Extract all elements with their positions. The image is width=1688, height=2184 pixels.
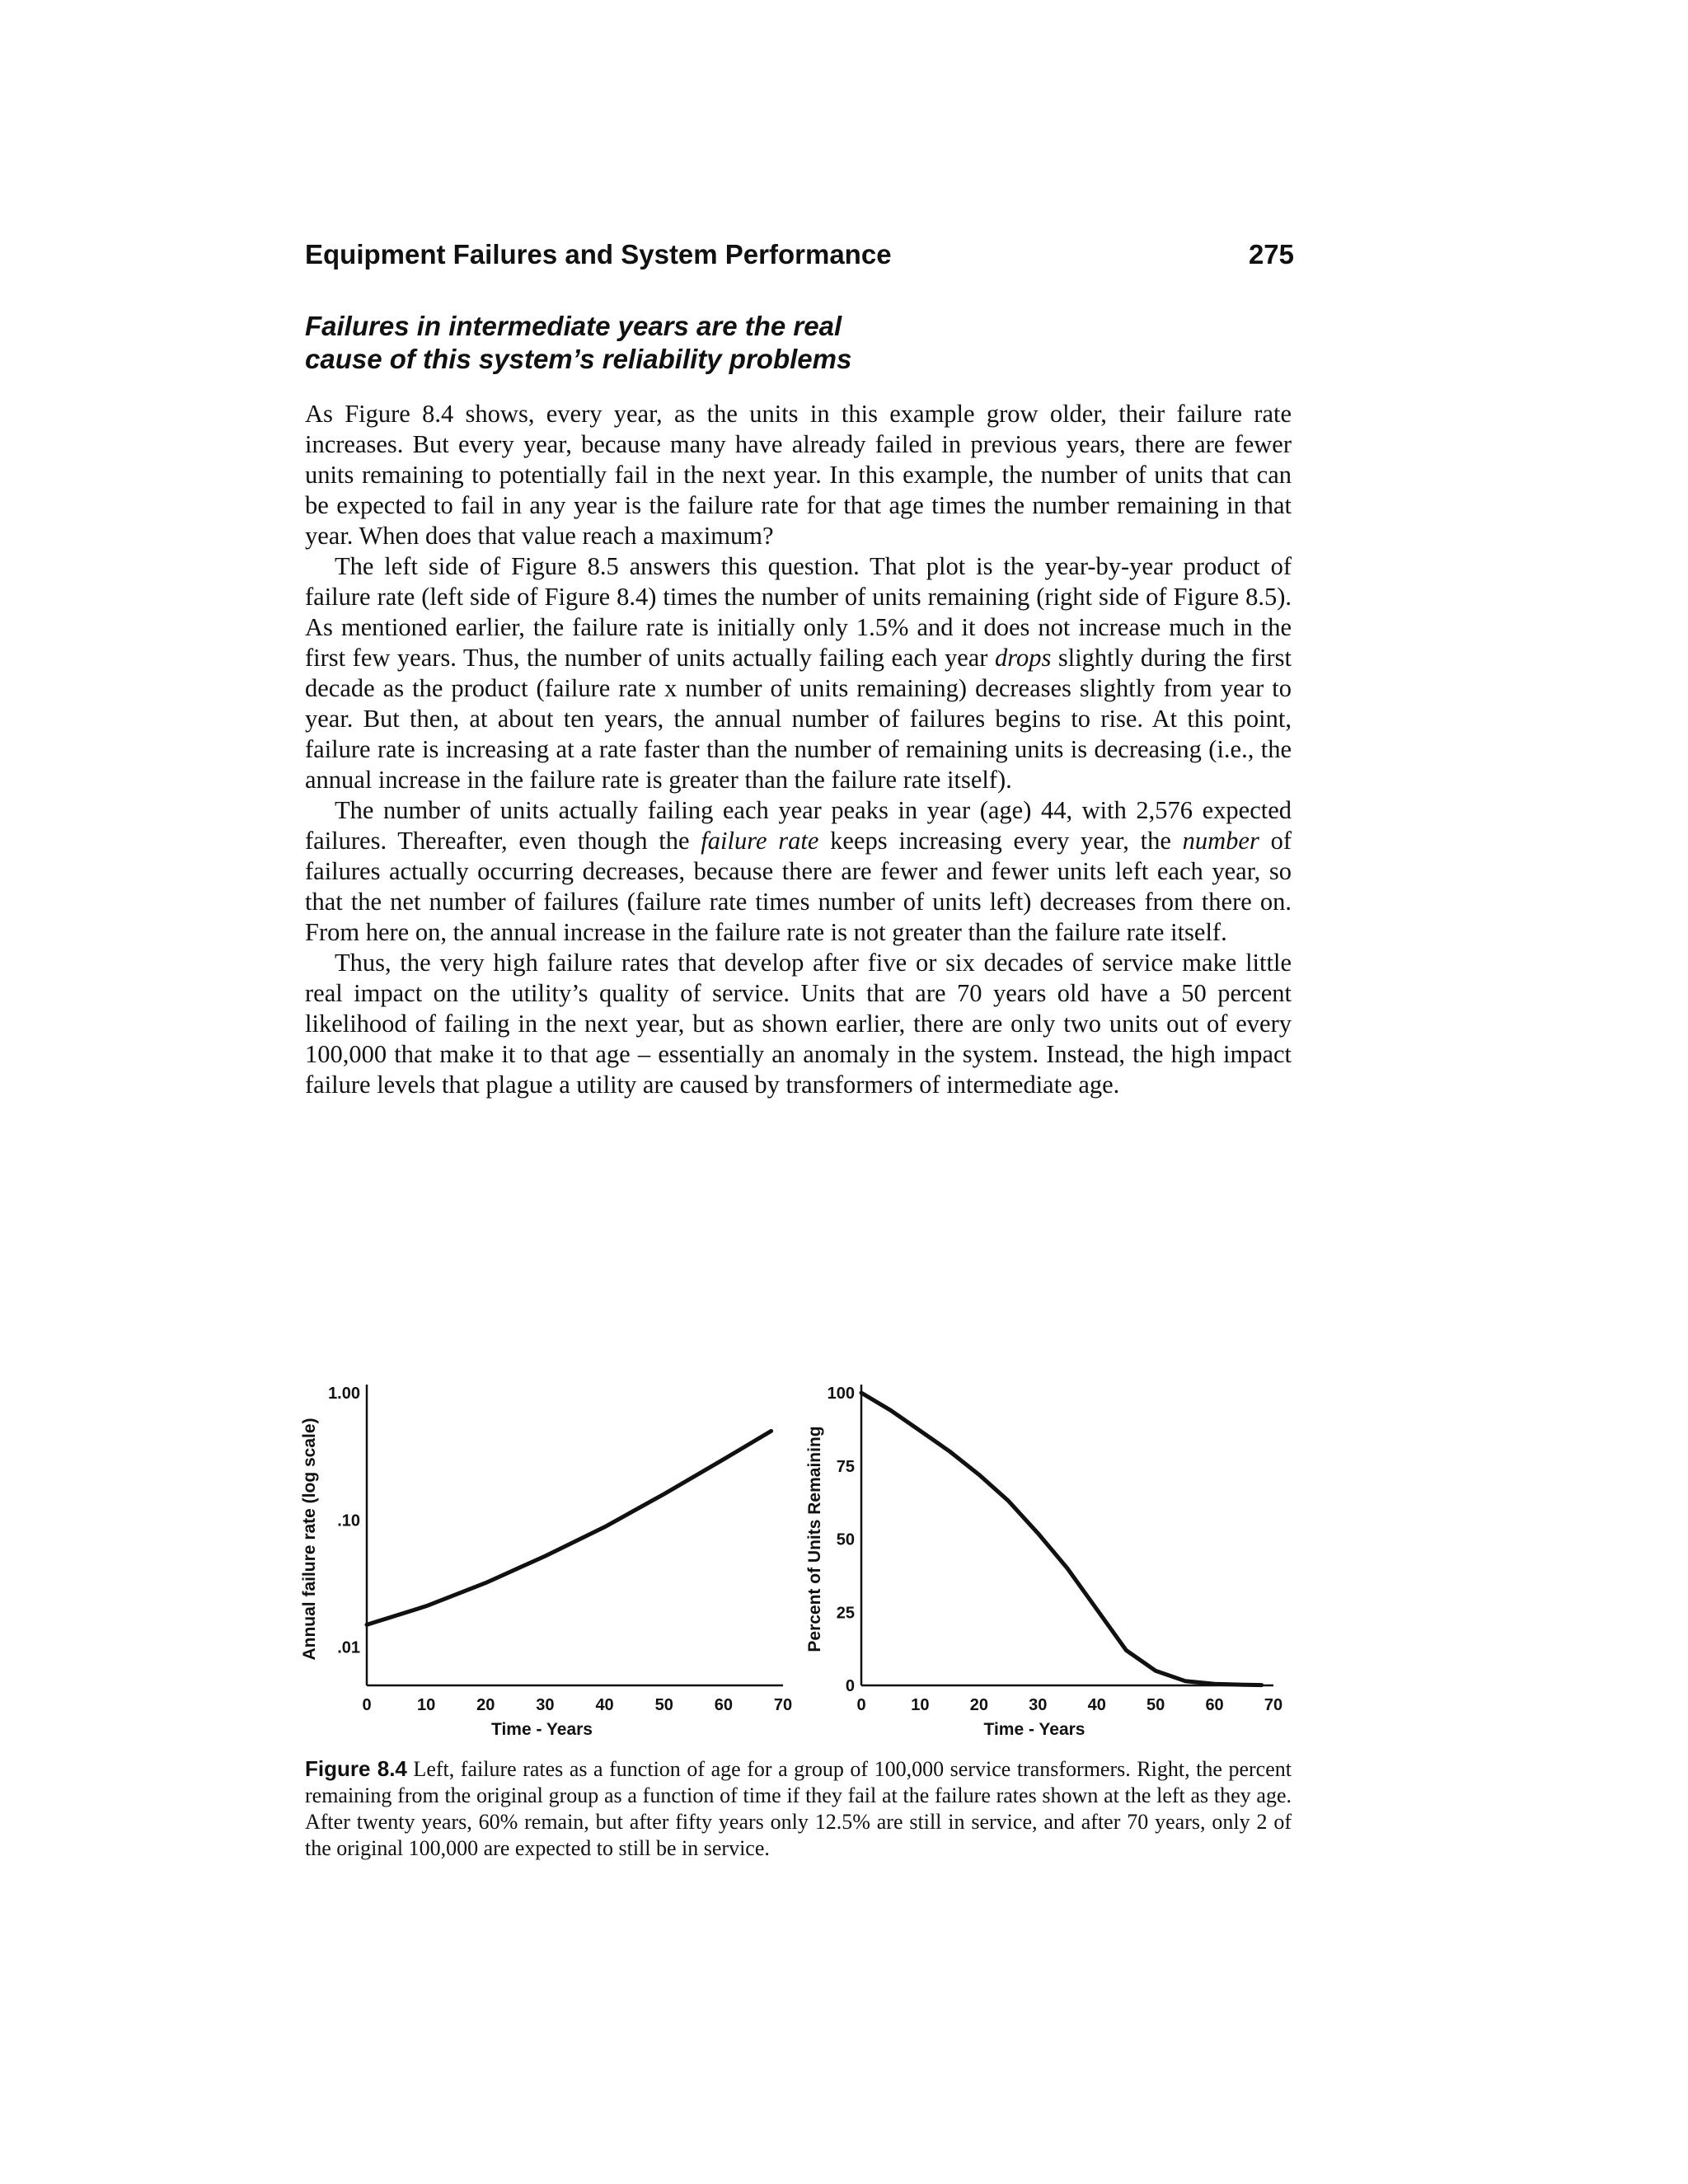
chart-2-x-tick-label: 20	[969, 1696, 988, 1714]
chart-1-x-tick-label: 40	[595, 1696, 614, 1714]
emphasis-text: drops	[994, 644, 1052, 672]
page-number: 275	[1248, 239, 1294, 269]
emphasis-text: number	[1182, 827, 1259, 855]
chart-2-x-tick-label: 0	[856, 1696, 866, 1714]
chart-1-y-axis-label: Annual failure rate (log scale)	[300, 1418, 319, 1661]
chart-2-y-tick-label: 100	[827, 1385, 855, 1403]
chart-2-y-tick-label: 0	[845, 1677, 855, 1695]
chart-2-x-axis-label: Time - Years	[983, 1720, 1085, 1739]
chart-1-x-tick-label: 30	[536, 1696, 555, 1714]
chart-1-x-tick-label: 0	[362, 1696, 372, 1714]
paragraph-4	[305, 948, 1292, 1100]
chart-2-x-tick-label: 40	[1087, 1696, 1106, 1714]
running-head	[305, 239, 1294, 270]
chart-2-y-tick-label: 75	[836, 1457, 855, 1476]
section-heading	[305, 310, 1047, 376]
paragraph-1	[305, 399, 1292, 551]
emphasis-text: failure rate	[701, 827, 819, 855]
section-heading-line-2: cause of this system’s reliability problems	[305, 344, 852, 374]
chart-2-x-tick-label: 60	[1205, 1696, 1224, 1714]
paragraph-text: The left side of Figure 8.5 answers this question. That plot is the year-by-year product of failure rate (left side of Figure 8.4) times the number of units remaining (right side of Figure 8.5). As mentioned earlier, the failure rate is initially only 1.5% and it does not increase much in the first few years. Thus, the number of units actually failing each year	[305, 552, 1292, 672]
chart-1	[300, 1385, 792, 1739]
chart-1-x-tick-label: 60	[714, 1696, 733, 1714]
paragraph-2	[305, 551, 1292, 795]
chart-2-x-tick-label: 50	[1146, 1696, 1165, 1714]
paragraph-3	[305, 795, 1292, 948]
caption-text: Left, failure rates as a function of age for a group of 100,000 service transformers. Right, the percent remaining from the original group as a function of time if they fail at the failure rates shown at the left as they age. After twenty years, 60% remain, but after fifty years only 12.5% are still in service, and after 70 years, only 2 of the original 100,000 are expected to still be in service.	[305, 1757, 1292, 1860]
chart-1-y-tick-label: .10	[337, 1511, 360, 1530]
paragraph-text: keeps increasing every year, the	[818, 827, 1183, 855]
chart-1-x-tick-label: 20	[476, 1696, 495, 1714]
chart-2	[805, 1385, 1282, 1739]
chart-1-series-line	[367, 1431, 771, 1624]
figure-8-4	[297, 1360, 1302, 1747]
section-heading-line-1: Failures in intermediate years are the real	[305, 311, 842, 341]
chart-1-x-axis-label: Time - Years	[491, 1720, 593, 1739]
chart-2-x-tick-label: 10	[911, 1696, 930, 1714]
paragraph-text: As Figure 8.4 shows, every year, as the units in this example grow older, their failure rate increases. But every year, because many have already failed in previous years, there are fewer units remaining to potentially fail in the next year. In this example, the number of units that can be expected to fail in any year is the failure rate for that age times the number remaining in that year. When does that value reach a maximum?	[305, 400, 1292, 550]
paragraph-text: Thus, the very high failure rates that develop after five or six decades of service make little real impact on the utility’s quality of service. Units that are 70 years old have a 50 percent likelihood of failing in the next year, but as shown earlier, there are only two units out of every 100,000 that make it to that age – essentially an anomaly in the system. Instead, the high impact failure levels that plague a utility are caused by transformers of intermediate age.	[305, 949, 1292, 1099]
chart-1-x-tick-label: 50	[654, 1696, 673, 1714]
chart-1-y-tick-label: .01	[337, 1638, 360, 1657]
figure-caption	[305, 1755, 1292, 1862]
paragraph-text: slightly during the first decade as the product (failure rate x number of units remaining) decreases slightly from year to year. But then, at about ten years, the annual number of failures begins to rise. At this point, failure rate is increasing at a rate faster than the number of remaining units is decreasing (i.e., the annual increase in the failure rate is greater than the failure rate itself).	[305, 644, 1292, 794]
figure-8-4-charts	[297, 1360, 1302, 1747]
caption-label: Figure 8.4	[305, 1756, 407, 1781]
chart-2-y-tick-label: 50	[836, 1530, 855, 1549]
body-text	[305, 399, 1292, 1100]
chart-2-y-tick-label: 25	[836, 1604, 855, 1623]
chart-1-x-tick-label: 70	[773, 1696, 793, 1714]
chart-2-x-tick-label: 70	[1264, 1696, 1283, 1714]
chart-2-y-axis-label: Percent of Units Remaining	[805, 1426, 824, 1652]
running-head-title: Equipment Failures and System Performance	[305, 239, 892, 269]
paragraph-text: of failures actually occurring decreases, because there are fewer and fewer units left each year, so that the net number of failures (failure rate times number of units left) decreases from there on. From here on, the annual increase in the failure rate is not greater than the failure rate itself.	[305, 827, 1292, 946]
chart-2-x-tick-label: 30	[1029, 1696, 1048, 1714]
chart-1-y-tick-label: 1.00	[328, 1385, 360, 1403]
paragraph-text: The number of units actually failing each year peaks in year (age) 44, with 2,576 expected failures. Thereafter, even though the	[305, 796, 1292, 855]
chart-2-series-line	[861, 1393, 1262, 1685]
chart-1-x-tick-label: 10	[417, 1696, 436, 1714]
